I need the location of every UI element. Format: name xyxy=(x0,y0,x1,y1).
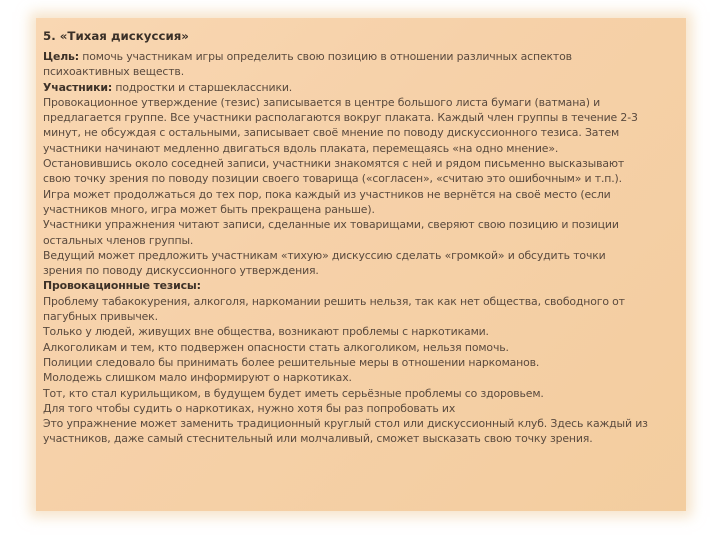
description-line: остальных членов группы. xyxy=(43,233,194,247)
description-line: минут, не обсуждая с остальными, записывает своё мнение по поводу дискуссионного тезиса. Затем xyxy=(43,126,620,140)
participants-label: Участники: xyxy=(43,80,113,94)
goal-line xyxy=(43,49,682,64)
thesis-line: пагубных привычек. xyxy=(43,310,158,324)
goal-label: Цель: xyxy=(43,50,79,63)
description-line: участников много, игра может быть прекращена раньше). xyxy=(43,202,375,216)
description-line: свою точку зрения по поводу позиции своего товарища («согласен», «считаю это ошибочным» и т.п.). xyxy=(43,172,622,186)
theses-header: Провокационные тезисы: xyxy=(43,279,201,293)
description-line: участники начинают медленно двигаться вдоль плаката, перемещаясь «на одно мнение». xyxy=(43,141,559,155)
closing-line: Это упражнение может заменить традиционный круглый стол или дискуссионный клуб. Здесь каждый из xyxy=(43,417,648,431)
description-line: Участники упражнения читают записи, сделанные их товарищами, сверяют свою позицию и позиции xyxy=(43,218,619,232)
thesis-line: Алкоголикам и тем, кто подвержен опасности стать алкоголиком, нельзя помочь. xyxy=(43,340,509,354)
description-line: Остановившись около соседней записи, участники знакомятся с ней и рядом письменно высказывают xyxy=(43,157,625,171)
thesis-line: Только у людей, живущих вне общества, возникают проблемы с наркотиками. xyxy=(43,325,489,339)
thesis-line: Молодежь слишком мало информируют о наркотиках. xyxy=(43,371,352,385)
slide-content-panel xyxy=(36,18,686,511)
closing-line: участников, даже самый стеснительный или молчаливый, сможет высказать свою точку зрения. xyxy=(43,432,593,446)
description-line: зрения по поводу дискуссионного утверждения. xyxy=(43,264,319,278)
participants-line xyxy=(43,80,682,95)
thesis-line: Для того чтобы судить о наркотиках, нужно хотя бы раз попробовать их xyxy=(43,401,456,415)
exercise-body xyxy=(43,49,682,447)
description-line: Ведущий может предложить участникам «тихую» дискуссию сделать «громкой» и обсудить точки xyxy=(43,248,606,262)
exercise-title: 5. «Тихая дискуссия» xyxy=(43,29,189,43)
thesis-line: Проблему табакокурения, алкоголя, наркомании решить нельзя, так как нет общества, свободного от xyxy=(43,294,625,308)
goal-text-continued: психоактивных веществ. xyxy=(43,65,185,79)
thesis-line: Тот, кто стал курильщиком, в будущем будет иметь серьёзные проблемы со здоровьем. xyxy=(43,386,544,400)
description-line: Провокационное утверждение (тезис) записывается в центре большого листа бумаги (ватмана) и xyxy=(43,95,601,109)
goal-text: помочь участникам игры определить свою позицию в отношении различных аспектов xyxy=(78,50,572,63)
thesis-line: Полиции следовало бы принимать более решительные меры в отношении наркоманов. xyxy=(43,355,540,369)
description-line: Игра может продолжаться до тех пор, пока каждый из участников не вернётся на своё место (если xyxy=(43,187,611,201)
description-line: предлагается группе. Все участники располагаются вокруг плаката. Каждый член группы в течение 2-3 xyxy=(43,111,638,125)
participants-text: подростки и старшеклассники. xyxy=(112,80,293,94)
